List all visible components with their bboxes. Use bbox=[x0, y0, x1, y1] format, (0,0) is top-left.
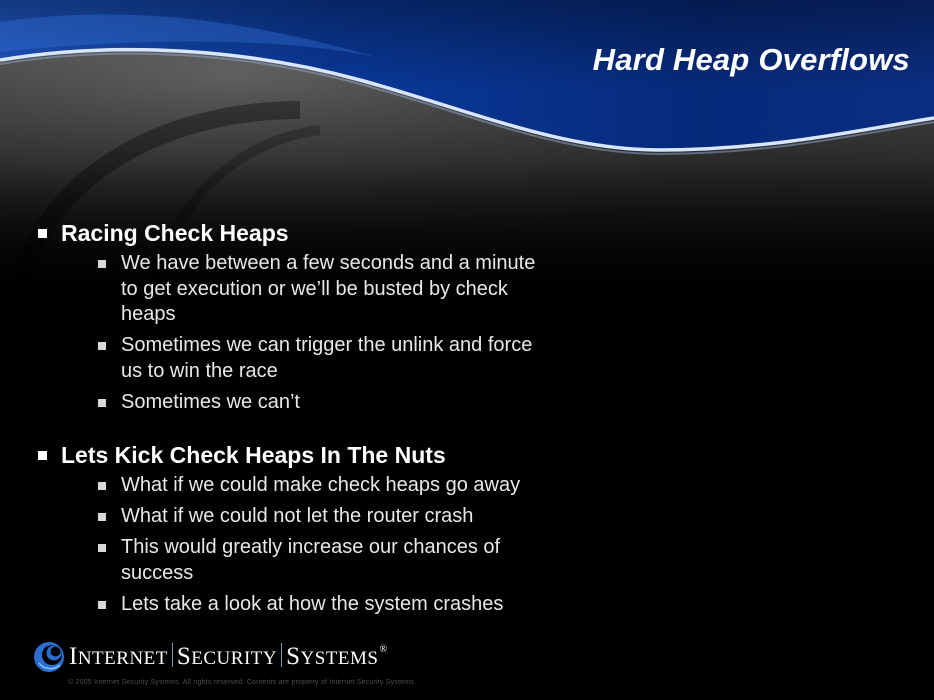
square-bullet-icon bbox=[98, 544, 106, 552]
logo-word: ECURITY bbox=[191, 648, 278, 669]
list-item bbox=[96, 535, 556, 586]
list-item bbox=[96, 390, 556, 416]
square-bullet-icon bbox=[98, 482, 106, 490]
list-item bbox=[96, 504, 556, 530]
square-bullet-icon bbox=[98, 513, 106, 521]
logo-wordmark bbox=[69, 643, 388, 671]
square-bullet-icon bbox=[98, 260, 106, 268]
list-item bbox=[96, 251, 556, 328]
sub-bullet-list bbox=[61, 251, 556, 415]
logo-letter: I bbox=[69, 643, 78, 670]
list-item-text: What if we could not let the router crash bbox=[121, 505, 474, 527]
iss-globe-logo-icon bbox=[33, 641, 65, 673]
section-kick-check-heaps bbox=[36, 441, 556, 617]
square-bullet-icon bbox=[98, 342, 106, 350]
section-racing-check-heaps bbox=[36, 219, 556, 415]
logo-letter: S bbox=[176, 643, 192, 670]
bullet-list bbox=[36, 219, 556, 617]
square-bullet-icon bbox=[98, 601, 106, 609]
list-item bbox=[96, 592, 556, 618]
list-item bbox=[96, 473, 556, 499]
list-item-text: Sometimes we can trigger the unlink and force us to win the race bbox=[121, 334, 533, 382]
logo-letter: S bbox=[286, 643, 301, 670]
registered-mark: ® bbox=[379, 644, 388, 655]
logo-word: NTERNET bbox=[77, 648, 168, 669]
list-item-text: We have between a few seconds and a minute to get execution or we’ll be busted by check heaps bbox=[121, 252, 536, 325]
logo-divider bbox=[172, 643, 173, 667]
list-item-text: What if we could make check heaps go away bbox=[121, 474, 521, 496]
list-item bbox=[96, 333, 556, 384]
section-heading: Racing Check Heaps bbox=[61, 220, 289, 246]
list-item-text: This would greatly increase our chances of success bbox=[121, 536, 501, 584]
list-item-text: Lets take a look at how the system crashes bbox=[121, 592, 504, 615]
company-logo bbox=[33, 641, 388, 673]
square-bullet-icon bbox=[38, 451, 47, 460]
slide-title: Hard Heap Overflows bbox=[592, 42, 910, 77]
sub-bullet-list bbox=[61, 473, 556, 617]
list-item-text: Sometimes we can’t bbox=[121, 390, 300, 413]
slide-body bbox=[36, 219, 556, 623]
logo-word: YSTEMS bbox=[300, 648, 379, 669]
section-heading: Lets Kick Check Heaps In The Nuts bbox=[61, 442, 446, 468]
logo-divider bbox=[281, 643, 282, 667]
copyright-notice: © 2005 Internet Security Systems. All rights reserved. Contents are property of Internet Security Systems. bbox=[68, 679, 417, 686]
square-bullet-icon bbox=[38, 229, 47, 238]
square-bullet-icon bbox=[98, 399, 106, 407]
